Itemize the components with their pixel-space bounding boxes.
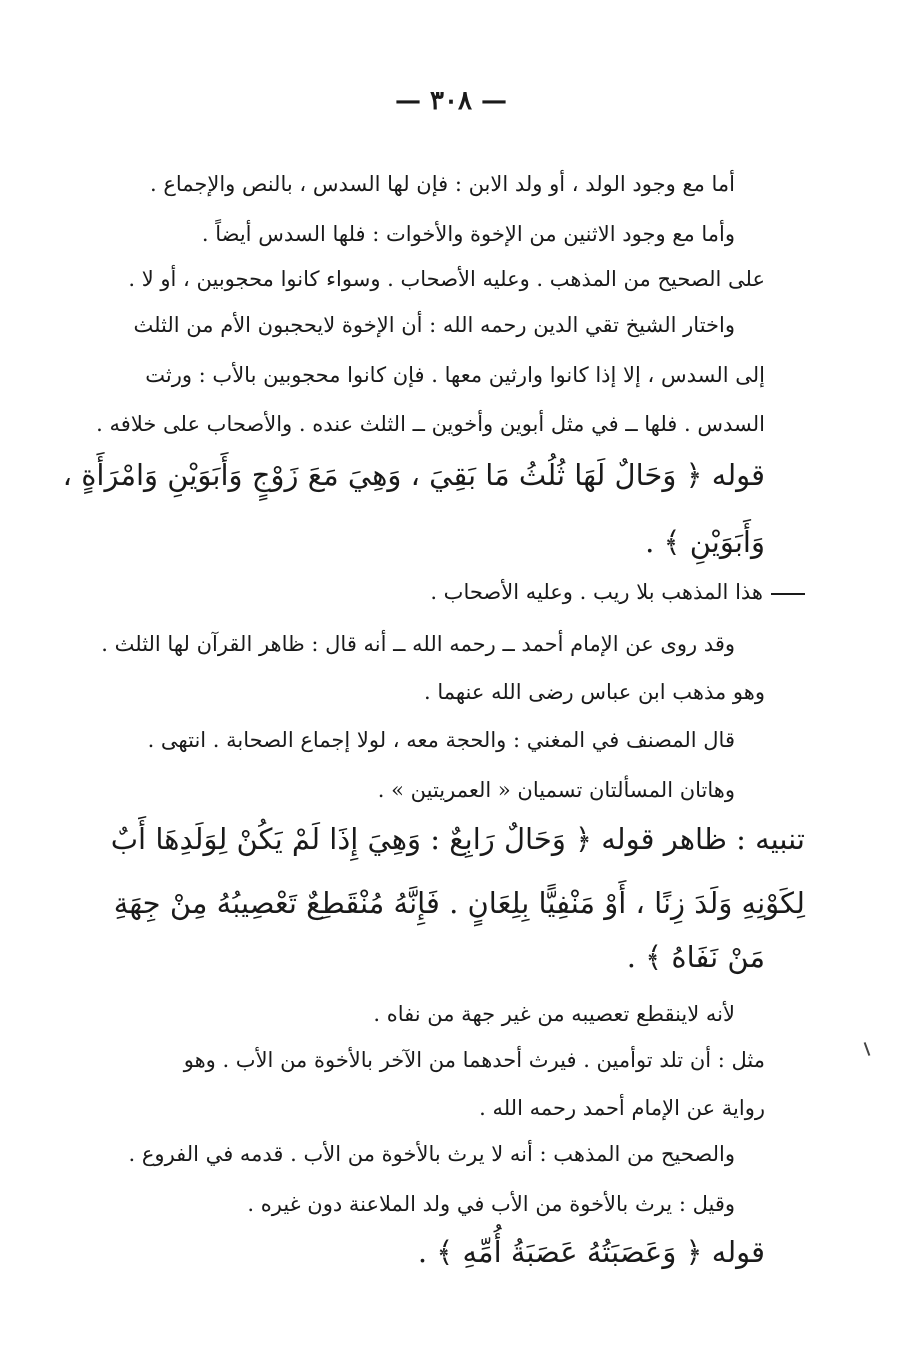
text-line-12: مثل : أن تلد توأمين . فيرث أحدهما من الآخر بالأخوة من الأب . وهو	[183, 1048, 765, 1072]
text-line-9: قال المصنف في المغني : والحجة معه ، لولا إجماع الصحابة . انتهى .	[147, 728, 735, 752]
text-line-10: وهاتان المسألتان تسميان « العمريتين » .	[377, 778, 735, 802]
quoted-text-line-3: قوله ﴿ وَعَصَبَتُهُ عَصَبَةُ أُمِّهِ ﴾ .	[417, 1235, 765, 1269]
quoted-text-line-2: وَأَبَوَيْنِ ﴾ .	[645, 525, 765, 559]
footnote-dash	[771, 593, 805, 595]
text-line-6: السدس . فلها ــ في مثل أبوين وأخوين ــ الثلث عنده . والأصحاب على خلافه .	[96, 412, 765, 436]
text-line-13: رواية عن الإمام أحمد رحمه الله .	[479, 1096, 765, 1120]
page-number: — ٣٠٨ —	[394, 86, 508, 116]
quoted-text-line-1: قوله ﴿ وَحَالٌ لَهَا ثُلُثُ مَا بَقِيَ ، وَهِيَ مَعَ زَوْجٍ وَأَبَوَيْنِ وَامْرَأَةٍ ،	[62, 458, 765, 492]
text-line-5: إلى السدس ، إلا إذا كانوا وارثين معها . فإن كانوا محجوبين بالأب : ورثت	[145, 363, 765, 387]
text-line-7: وقد روى عن الإمام أحمد ــ رحمه الله ــ أنه قال : ظاهر القرآن لها الثلث .	[101, 632, 735, 656]
text-line-3: على الصحيح من المذهب . وعليه الأصحاب . وسواء كانوا محجوبين ، أو لا .	[128, 267, 765, 291]
stray-ink-mark	[864, 1042, 871, 1056]
text-line-1: أما مع وجود الولد ، أو ولد الابن : فإن لها السدس ، بالنص والإجماع .	[149, 172, 735, 196]
note-quoted-line-3: مَنْ نَفَاهُ ﴾ .	[626, 940, 765, 974]
text-line-11: لأنه لاينقطع تعصيبه من غير جهة من نفاه .	[373, 1002, 735, 1026]
commentary-line-1	[430, 580, 805, 605]
text-line-2: وأما مع وجود الاثنين من الإخوة والأخوات : فلها السدس أيضاً .	[201, 222, 735, 246]
note-quoted-line-1: تنبيه : ظاهر قوله ﴿ وَحَالٌ رَابِعٌ : وَهِيَ إِذَا لَمْ يَكُنْ لِوَلَدِهَا أَبٌ	[110, 822, 805, 856]
note-quoted-line-2: لِكَوْنِهِ وَلَدَ زِنًا ، أَوْ مَنْفِيًّا بِلِعَانٍ . فَإِنَّهُ مُنْقَطِعٌ تَعْصِيبُهُ مِنْ جِهَةِ	[113, 886, 805, 920]
commentary-text-1: هذا المذهب بلا ريب . وعليه الأصحاب .	[430, 580, 763, 604]
text-line-14: والصحيح من المذهب : أنه لا يرث بالأخوة من الأب . قدمه في الفروع .	[128, 1142, 735, 1166]
text-line-4: واختار الشيخ تقي الدين رحمه الله : أن الإخوة لايحجبون الأم من الثلث	[133, 313, 735, 337]
text-line-15: وقيل : يرث بالأخوة من الأب في ولد الملاعنة دون غيره .	[247, 1192, 735, 1216]
text-line-8: وهو مذهب ابن عباس رضى الله عنهما .	[423, 680, 765, 704]
